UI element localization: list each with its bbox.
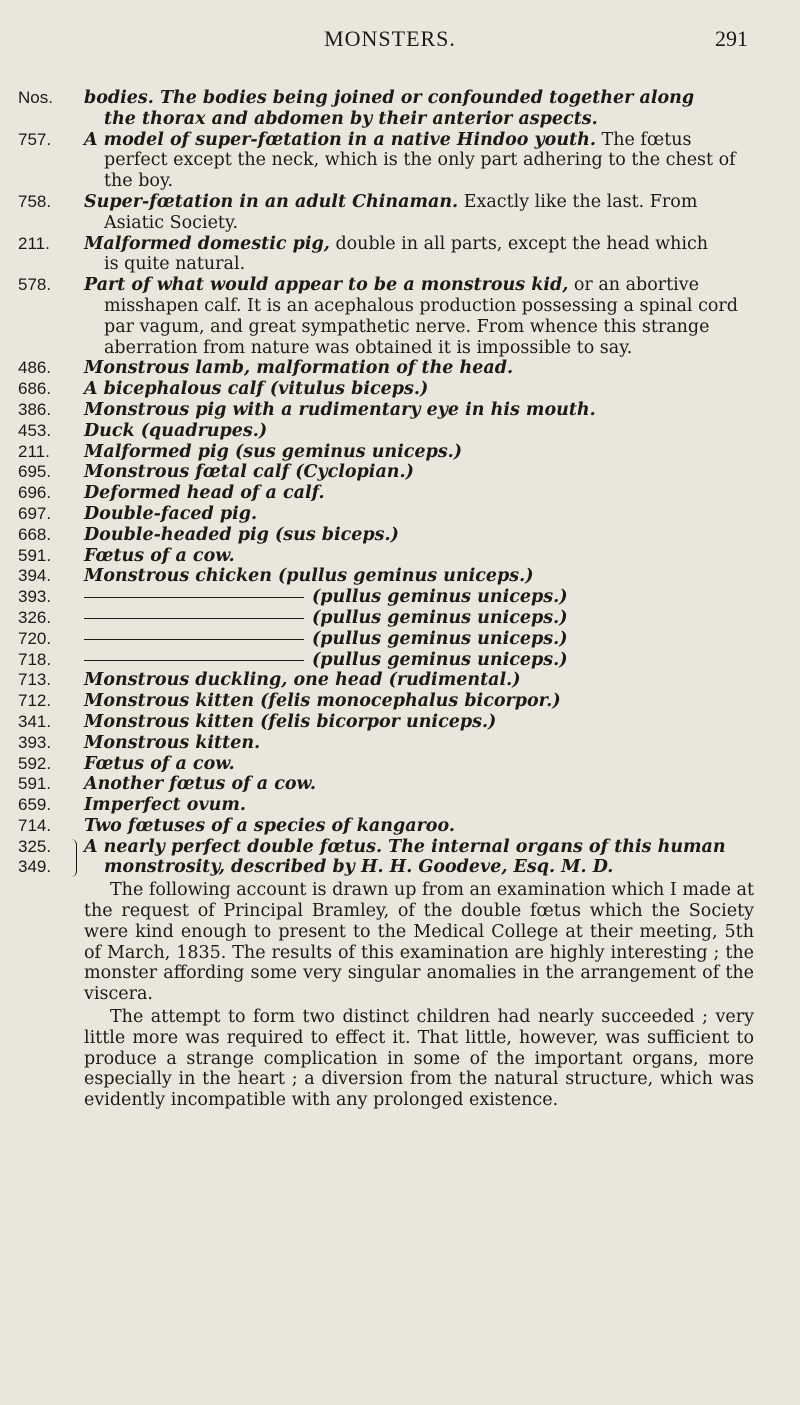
entry-number: 393. (18, 587, 52, 607)
catalogue-entry (0, 358, 800, 379)
entry-title: Monstrous chicken (pullus geminus uniceps.) (84, 566, 534, 587)
entry-number: 695. (18, 462, 52, 482)
catalogue-entry (0, 442, 800, 463)
entry-text (84, 691, 754, 712)
body-paragraph: The attempt to form two distinct children had nearly succeeded ; very little more was required to effect it. That little, however, was sufficient to produce a strange complication in some of the important organs, more especially in the heart ; a diversion from the natural structure, which was evidently incompatible with any prolonged existence. (84, 1007, 754, 1111)
entry-number: 341. (18, 711, 52, 731)
entry-number: 686. (18, 379, 52, 399)
catalogue-entry (0, 795, 800, 816)
entry-title: A model of super-fœtation in a native Hindoo youth. (84, 129, 596, 150)
entry-title: Double-headed pig (sus biceps.) (84, 524, 399, 545)
entry-title: (pullus geminus uniceps.) (312, 587, 568, 608)
entry-title: Monstrous fœtal calf (Cyclopian.) (84, 462, 414, 483)
entry-title: (pullus geminus uniceps.) (312, 628, 568, 649)
catalogue-entry (0, 816, 800, 837)
entry-description: Exactly like the last. From (458, 191, 698, 212)
entry-text (84, 234, 754, 276)
catalogue-entry (0, 400, 800, 421)
entry-title: bodies. The bodies being joined or confounded together along (84, 88, 695, 108)
entry-number: 697. (18, 503, 52, 523)
entry-continuation: Asiatic Society. (104, 212, 239, 233)
page-header (0, 20, 800, 60)
entry-title: (pullus geminus uniceps.) (312, 607, 568, 628)
entry-title: Two fœtuses of a species of kangaroo. (84, 815, 455, 836)
entry-text (84, 816, 754, 837)
entry-number: 720. (18, 628, 52, 648)
entry-number: 386. (18, 399, 52, 419)
entry-number: 393. (18, 732, 52, 752)
catalogue-entry (0, 670, 800, 691)
entry-text (84, 566, 754, 587)
entry-title: Monstrous kitten. (84, 732, 261, 753)
catalogue-entry (0, 774, 800, 795)
entry-continuation: is quite natural. (104, 254, 246, 275)
entry-number: 668. (18, 524, 52, 544)
entry-text (84, 442, 754, 463)
entry-title: A bicephalous calf (vitulus biceps.) (84, 379, 429, 400)
entry-number: 712. (18, 691, 52, 711)
entry-continuation: the thorax and abdomen by their anterior aspects. (104, 108, 598, 129)
catalogue-entries (0, 88, 800, 1111)
entry-number: 578. (18, 275, 52, 295)
entry-number: 696. (18, 483, 52, 503)
entry-text (84, 754, 754, 775)
entry-title: Malformed domestic pig, (84, 233, 330, 254)
entry-title: Malformed pig (sus geminus uniceps.) (84, 441, 463, 462)
entry-number: 659. (18, 795, 52, 815)
entry-number: 349. (18, 857, 52, 877)
entry-number: Nos. (18, 88, 53, 107)
entry-number: 758. (18, 191, 52, 211)
entry-text (84, 774, 754, 795)
entry-number: 394. (18, 566, 52, 586)
entry-number: 592. (18, 753, 52, 773)
catalogue-entry (0, 608, 800, 629)
catalogue-entry (0, 733, 800, 754)
catalogue-entry (0, 88, 800, 130)
entry-title: Fœtus of a cow. (84, 545, 235, 566)
catalogue-entry (0, 650, 800, 671)
entry-title: Monstrous duckling, one head (rudimental.) (84, 670, 521, 691)
entry-number: 718. (18, 649, 52, 669)
entry-title: Monstrous lamb, malformation of the head. (84, 358, 514, 379)
catalogue-entry (0, 629, 800, 650)
entry-number: 211. (18, 441, 50, 461)
entry-number: 713. (18, 670, 52, 690)
entry-title: Deformed head of a calf. (84, 483, 325, 504)
entry-text (84, 400, 754, 421)
catalogue-entry (0, 462, 800, 483)
entry-text (84, 546, 754, 567)
ditto-dash (84, 660, 304, 661)
entry-title: (pullus geminus uniceps.) (312, 649, 568, 670)
entry-title: Duck (quadrupes.) (84, 420, 268, 441)
ditto-dash (84, 618, 304, 619)
entry-text (84, 525, 754, 546)
entry-continuation: monstrosity, described by H. H. Goodeve, Esq. M. D. (104, 857, 614, 878)
entry-number: 714. (18, 815, 52, 835)
entry-title: Monstrous kitten (felis monocephalus bicorpor.) (84, 691, 561, 712)
entry-number: 757. (18, 129, 52, 149)
ditto-dash (84, 639, 304, 640)
catalogue-entry (0, 421, 800, 442)
entry-continuation: misshapen calf. It is an acephalous production possessing a spinal cord par vagum, and great sympathetic nerve. From whence this strange aberration from nature was obtained it is impossible to say. (104, 295, 738, 358)
entry-text (84, 837, 754, 879)
catalogue-entry (0, 130, 800, 192)
entry-text (84, 462, 754, 483)
entry-title: Monstrous pig with a rudimentary eye in his mouth. (84, 399, 596, 420)
entry-number: 591. (18, 774, 52, 794)
catalogue-entry (0, 525, 800, 546)
entry-title: Double-faced pig. (84, 503, 258, 524)
entry-text (84, 504, 754, 525)
entry-text (84, 712, 754, 733)
catalogue-entry (0, 192, 800, 234)
entry-text (84, 192, 754, 234)
entry-title: Fœtus of a cow. (84, 753, 235, 774)
page-number: 291 (715, 26, 748, 51)
entry-number: 591. (18, 545, 52, 565)
catalogue-entry (0, 483, 800, 504)
entry-text (84, 88, 754, 130)
catalogue-entry (0, 275, 800, 358)
catalogue-entry (0, 234, 800, 276)
entry-number: 326. (18, 607, 52, 627)
running-title: MONSTERS. (324, 26, 456, 51)
entry-description: or an abortive (568, 275, 700, 296)
entry-title: Part of what would appear to be a monstrous kid, (84, 275, 569, 296)
entry-text (84, 608, 754, 629)
entry-text (84, 670, 754, 691)
catalogue-entry (0, 754, 800, 775)
catalogue-entry (0, 587, 800, 608)
entry-text (84, 733, 754, 754)
entry-title: Monstrous kitten (felis bicorpor uniceps.) (84, 711, 497, 732)
ditto-dash (84, 597, 304, 598)
entry-number: 211. (18, 233, 50, 253)
body-paragraph: The following account is drawn up from an examination which I made at the request of Principal Bramley, of the double fœtus which the Society were kind enough to present to the Medical College at their meeting, 5th of March, 1835. The results of this examination are highly interesting ; the monster affording some very singular anomalies in the arrangement of the viscera. (84, 880, 754, 1005)
entry-title: Another fœtus of a cow. (84, 774, 316, 795)
entry-text (84, 130, 754, 192)
entry-text (84, 358, 754, 379)
entry-title: Imperfect ovum. (84, 795, 246, 816)
entry-text (84, 421, 754, 442)
entry-text (84, 650, 754, 671)
catalogue-entry (0, 504, 800, 525)
entry-text (84, 587, 754, 608)
entry-text (84, 795, 754, 816)
catalogue-entry (0, 566, 800, 587)
entry-text (84, 379, 754, 400)
entry-number: 453. (18, 420, 52, 440)
catalogue-entry (0, 691, 800, 712)
catalogue-entry (0, 712, 800, 733)
entry-description: The fœtus (595, 129, 692, 150)
entry-text (84, 629, 754, 650)
bracket-symbol (68, 839, 77, 877)
catalogue-entry (0, 546, 800, 567)
entry-number: 325. (18, 836, 52, 856)
entry-text (84, 275, 754, 358)
entry-description: double in all parts, except the head which (329, 233, 709, 254)
entry-title: Super-fœtation in an adult Chinaman. (84, 191, 459, 212)
entry-continuation: perfect except the neck, which is the only part adhering to the chest of the boy. (104, 150, 736, 192)
entry-number: 486. (18, 358, 52, 378)
bracketed-entry (0, 837, 800, 879)
catalogue-entry (0, 379, 800, 400)
entry-text (84, 483, 754, 504)
entry-title: A nearly perfect double fœtus. The internal organs of this human (84, 836, 726, 857)
